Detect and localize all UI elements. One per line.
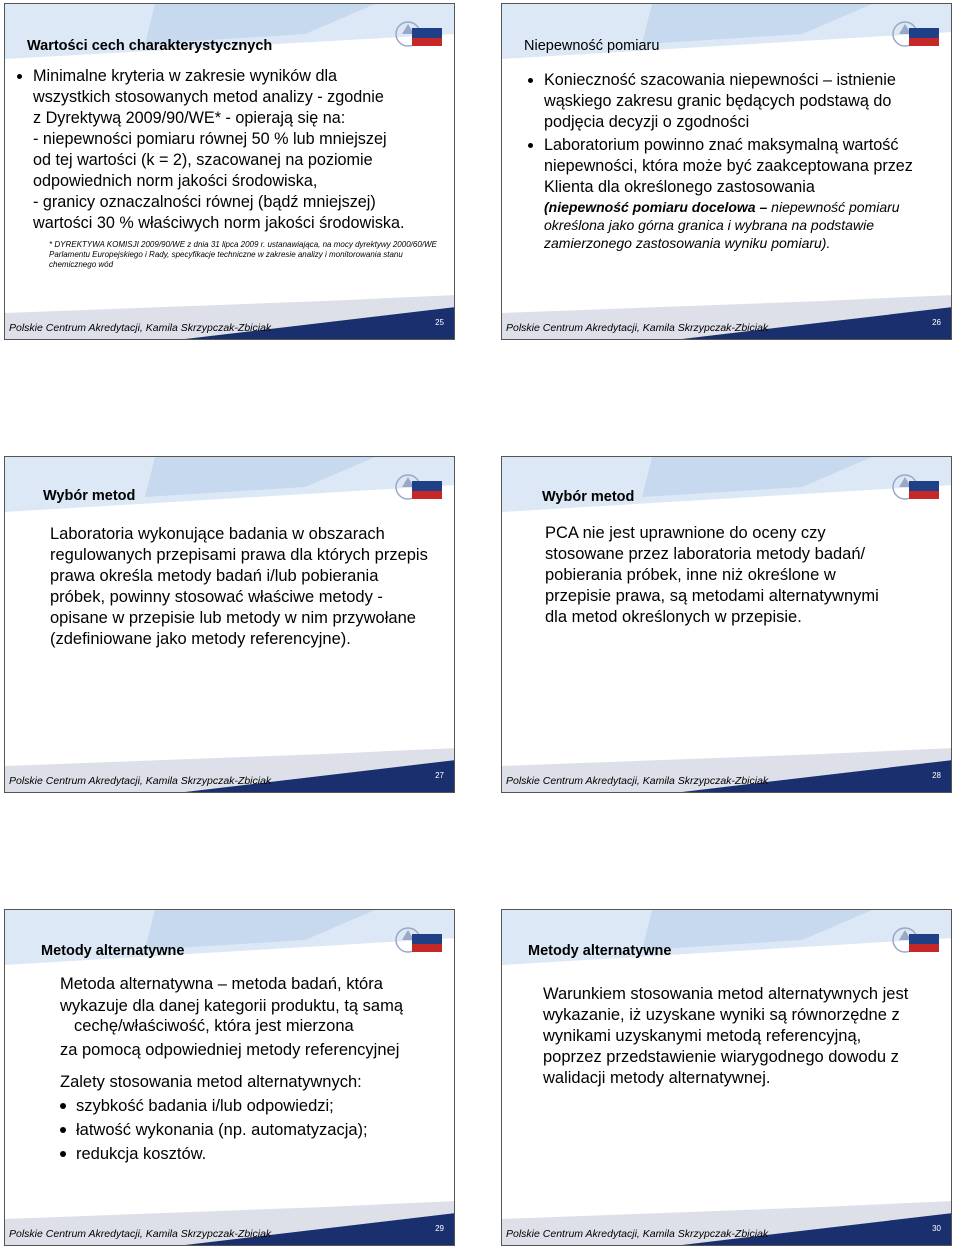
criteria-item bbox=[33, 66, 440, 234]
advantage-item: szybkość badania i/lub odpowiedzi; bbox=[60, 1095, 440, 1117]
text-line: • Minimalne kryteria w zakresie wyników dla bbox=[33, 67, 338, 85]
text-line: z Dyrektywą 2009/90/WE* - opierają się na: bbox=[33, 109, 346, 127]
page-number: 28 bbox=[932, 771, 941, 780]
pca-logo bbox=[891, 920, 943, 966]
page-number: 26 bbox=[932, 318, 941, 327]
bullet-item: • Konieczność szacowania niepewności – istnienie wąskiego zakresu granic będących podstawą do podjęcia decyzji o zgodności bbox=[544, 70, 935, 133]
text-line: wszystkich stosowanych metod analizy - zgodnie bbox=[33, 88, 384, 106]
pca-logo bbox=[891, 14, 943, 60]
page-number: 27 bbox=[435, 771, 444, 780]
definition-line: wykazuje dla danej kategorii produktu, tą samą bbox=[60, 997, 404, 1015]
slide-title: Niepewność pomiaru bbox=[524, 38, 660, 54]
slide-30 bbox=[501, 909, 952, 1246]
advantage-item: łatwość wykonania (np. automatyzacja); bbox=[60, 1119, 440, 1141]
definition-line: za pomocą odpowiedniej metody referencyjnej bbox=[60, 1041, 400, 1059]
pca-logo bbox=[394, 920, 446, 966]
advantages-heading: Zalety stosowania metod alternatywnych: bbox=[60, 1073, 362, 1091]
footer-text: Polskie Centrum Akredytacji, Kamila Skrzypczak-Zbiciak bbox=[506, 322, 769, 334]
slide-title: Wybór metod bbox=[542, 489, 635, 505]
pca-logo bbox=[394, 467, 446, 513]
definition-text: niepewność pomiaru określona jako górna granica i wybrana na podstawie zamierzonego zastosowania wyniku pomiaru). bbox=[544, 199, 900, 251]
advantage-item: redukcja kosztów. bbox=[60, 1143, 440, 1165]
slide-title: Wybór metod bbox=[43, 488, 136, 504]
slide-title: Metody alternatywne bbox=[528, 943, 672, 959]
bullet-text: Laboratorium powinno znać maksymalną wartość niepewności, która może być zaakceptowana przez Klienta dla określonego zastosowania bbox=[544, 136, 913, 196]
target-uncertainty-definition bbox=[544, 198, 935, 252]
slide-28 bbox=[501, 456, 952, 793]
footer-text: Polskie Centrum Akredytacji, Kamila Skrzypczak-Zbiciak bbox=[506, 775, 769, 787]
slide-body: Warunkiem stosowania metod alternatywnych jest wykazanie, iż uzyskane wyniki są równorzędne z wynikami uzyskanymi metodą referencyjną, poprzez przedstawienie wiarygodnego dowodu z walidacji metody alternatywnej. bbox=[543, 985, 909, 1087]
footer-text: Polskie Centrum Akredytacji, Kamila Skrzypczak-Zbiciak bbox=[9, 322, 272, 334]
directive-footnote: * DYREKTYWA KOMISJI 2009/90/WE z dnia 31 lipca 2009 r. ustanawiająca, na mocy dyrektywy 2000/60/WE Parlamentu Europejskiego i Rady, specyfikacje techniczne w zakresie analizy i monitorowania stanu chemicznego wód bbox=[49, 240, 437, 269]
bullet-item bbox=[544, 135, 935, 252]
pca-logo bbox=[891, 467, 943, 513]
slide-26 bbox=[501, 3, 952, 340]
definition-line: cechę/właściwość, która jest mierzona bbox=[74, 1017, 354, 1035]
footer-text: Polskie Centrum Akredytacji, Kamila Skrzypczak-Zbiciak bbox=[9, 775, 272, 787]
advantages-list bbox=[60, 1095, 440, 1165]
page-number: 29 bbox=[435, 1224, 444, 1233]
text-line: - niepewności pomiaru równej 50 % lub mniejszej bbox=[33, 130, 387, 148]
slide-body: Laboratoria wykonujące badania w obszarach regulowanych przepisami prawa dla których przepis prawa określa metody badań i/lub pobierania próbek, powinny stosować właściwe metody - opisane w przepisie lub metody w nim przywołane (zdefiniowane jako metody referencyjne). bbox=[50, 525, 428, 648]
slide-body: PCA nie jest uprawnione do oceny czy stosowane przez laboratoria metody badań/ pobierania próbek, inne niż określone w przepisie prawa, są metodami alternatywnymi dla metod określonych w przepisie. bbox=[545, 524, 879, 626]
page-number: 25 bbox=[435, 318, 444, 327]
slide-body bbox=[60, 973, 440, 1165]
definition-term: (niepewność pomiaru docelowa – bbox=[544, 199, 768, 215]
footer-text: Polskie Centrum Akredytacji, Kamila Skrzypczak-Zbiciak bbox=[9, 1228, 272, 1240]
slide-body bbox=[530, 70, 935, 252]
text-line: - granicy oznaczalności równej (bądź mniejszej) bbox=[33, 193, 376, 211]
definition-line: Metoda alternatywna – metoda badań, która bbox=[60, 975, 383, 993]
pca-logo bbox=[394, 14, 446, 60]
slide-title: Wartości cech charakterystycznych bbox=[27, 38, 273, 54]
slide-29 bbox=[4, 909, 455, 1246]
page-number: 30 bbox=[932, 1224, 941, 1233]
footer-text: Polskie Centrum Akredytacji, Kamila Skrzypczak-Zbiciak bbox=[506, 1228, 769, 1240]
text-line: odpowiednich norm jakości środowiska, bbox=[33, 172, 318, 190]
slide-27 bbox=[4, 456, 455, 793]
text-line: wartości 30 % właściwych norm jakości środowiska. bbox=[33, 214, 405, 232]
slide-title: Metody alternatywne bbox=[41, 943, 185, 959]
slide-25 bbox=[4, 3, 455, 340]
text-line: od tej wartości (k = 2), szacowanej na poziomie bbox=[33, 151, 373, 169]
slide-body bbox=[19, 66, 440, 270]
